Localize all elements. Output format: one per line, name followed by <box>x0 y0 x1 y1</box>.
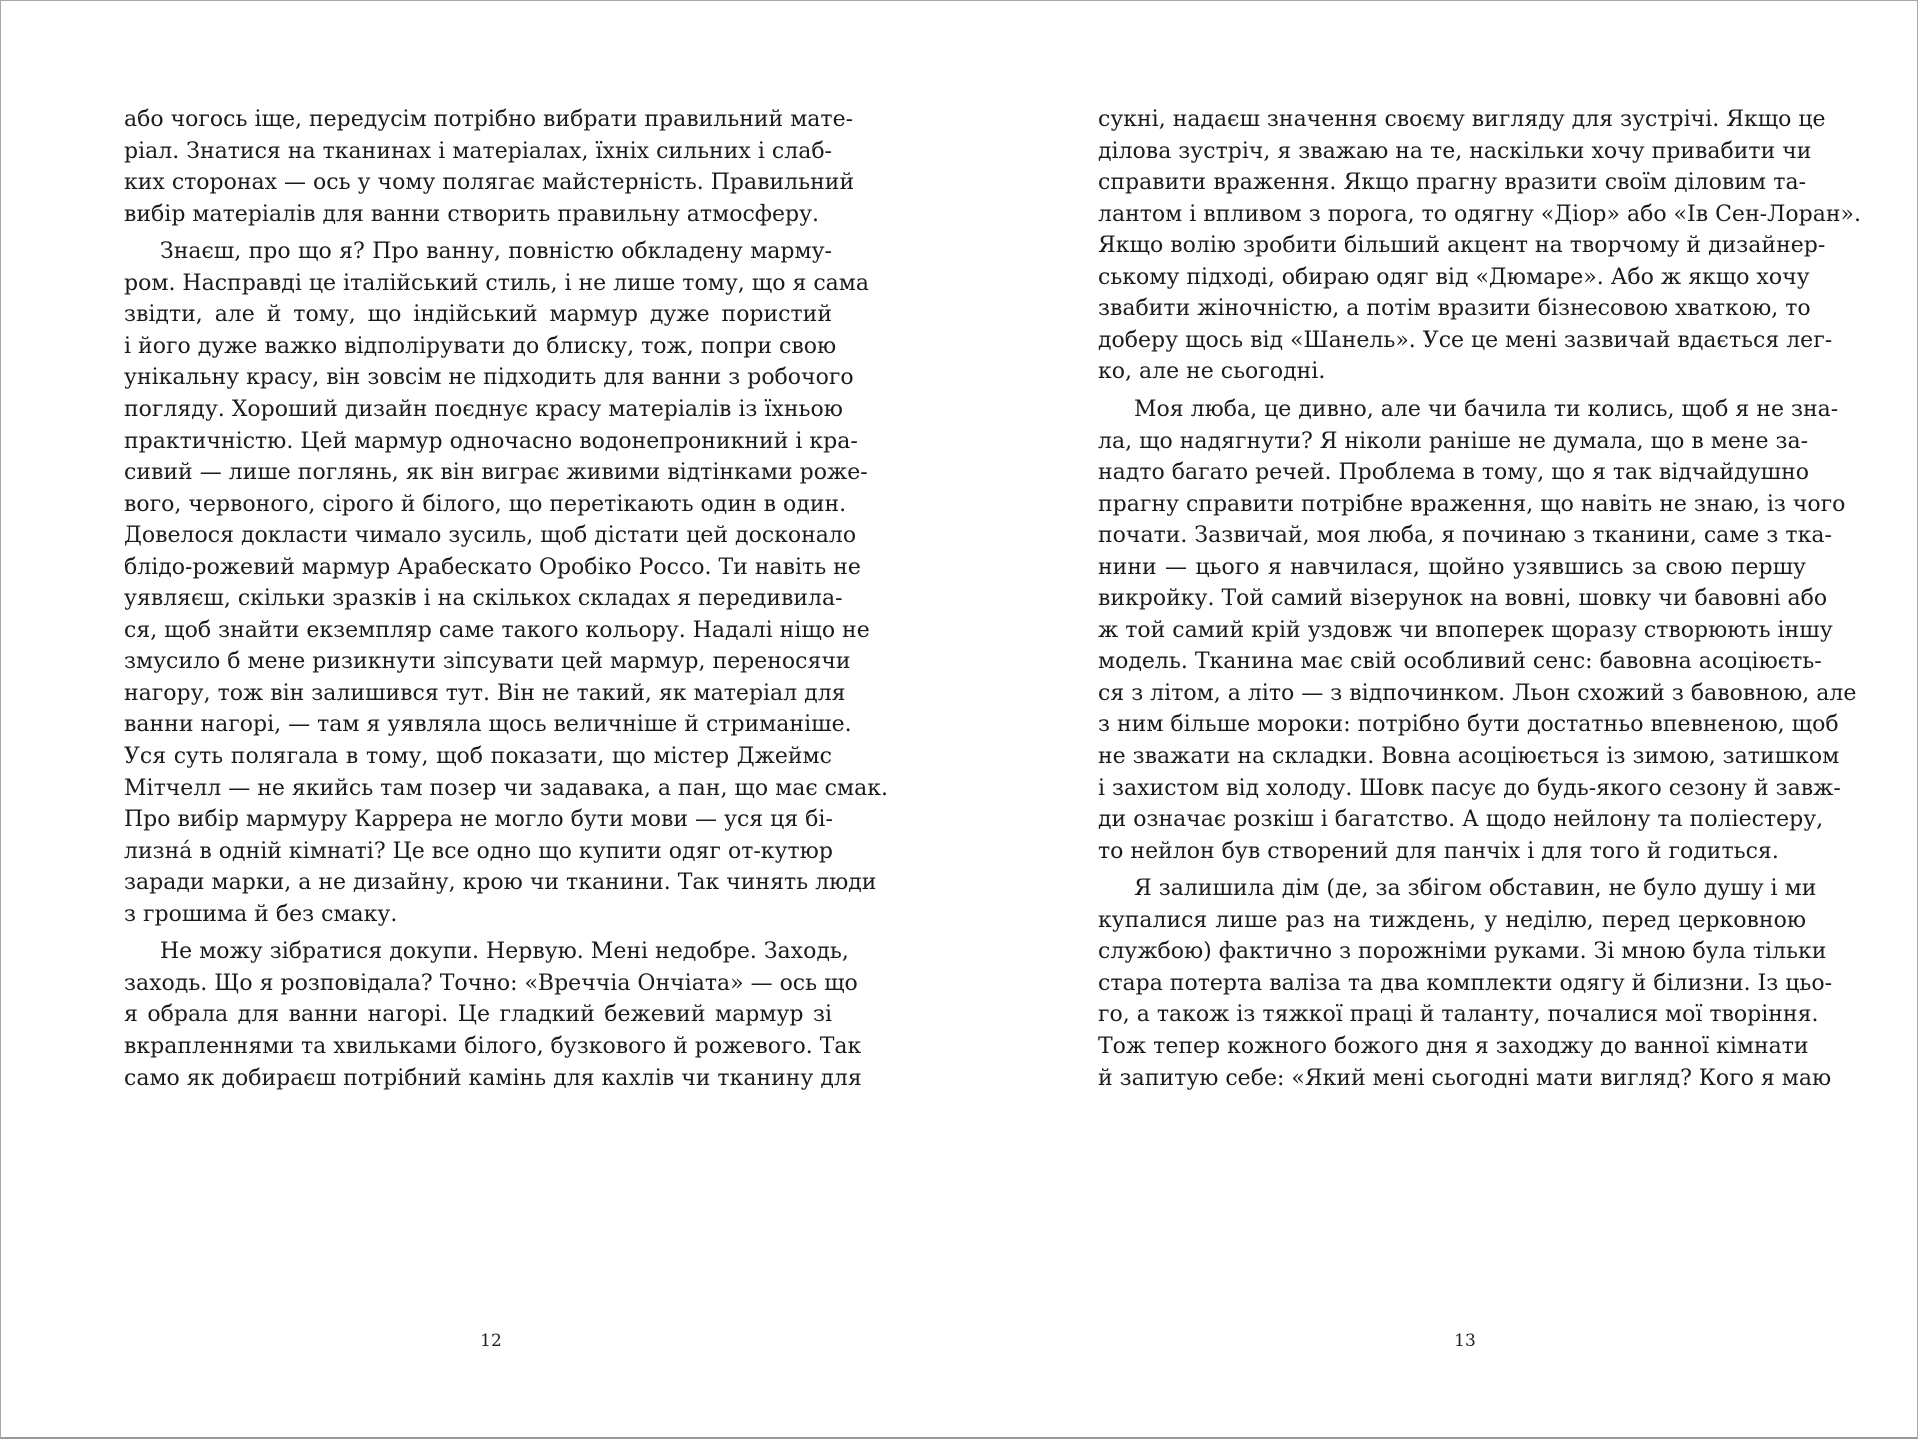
text-line: само як добираєш потрібний камінь для кахлів чи тканину для <box>124 1065 862 1091</box>
text-line: Мітчелл — не якийсь там позер чи задавака, а пан, що має смак. <box>124 775 888 801</box>
text-line: ром. Насправді це італійський стиль, і не лише тому, що я сама <box>124 270 869 296</box>
text-line: заходь. Що я розповідала? Точно: «Вреччіа Ончіата» — ось що <box>124 970 858 996</box>
text-line: Якщо волію зробити більший акцент на творчому й дизайнер- <box>1098 233 1826 259</box>
text-line: й запитую себе: «Який мені сьогодні мати вигляд? Кого я маю <box>1098 1065 1832 1091</box>
text-line: Уся суть полягала в тому, щоб показати, що містер Джеймс <box>124 744 832 769</box>
text-line: ділова зустріч, я зважаю на те, наскільки хочу привабити чи <box>1098 138 1812 164</box>
text-line: стара потерта валіза та два комплекти одягу й білизни. Із цьо- <box>1098 970 1833 996</box>
text-line: унікальну красу, він зовсім не підходить для ванни з робочого <box>124 365 854 391</box>
text-line: Я залишила дім (де, за збігом обставин, не було душу і ми <box>1134 876 1817 902</box>
text-line: ся з літом, а літо — з відпочинком. Льон схожий з бавовною, але <box>1098 680 1857 706</box>
text-line: з ним більше мороки: потрібно бути достатньо впевненою, щоб <box>1098 712 1839 738</box>
text-line: ся, щоб знайти екземпляр саме такого кольору. Надалі ніщо не <box>124 617 870 643</box>
text-line: доберу щось від «Шанель». Усе це мені зазвичай вдається лег- <box>1098 327 1833 353</box>
text-line: змусило б мене ризикнути зіпсувати цей мармур, переносячи <box>124 649 851 675</box>
text-line: і захистом від холоду. Шовк пасує до будь-якого сезону й завж- <box>1098 775 1841 801</box>
text-line: ванни нагорі, — там я уявляла щось величніше й стриманіше. <box>124 712 852 738</box>
text-line: вого, червоного, сірого й білого, що перетікають один в один. <box>124 491 847 517</box>
text-line: з грошима й без смаку. <box>124 901 398 927</box>
page-number-left: 12 <box>480 1331 502 1351</box>
text-line: блідо-рожевий мармур Арабескато Оробіко Россо. Ти навіть не <box>124 554 861 580</box>
text-line: Довелося докласти чимало зусиль, щоб дістати цей досконало <box>124 523 857 549</box>
text-line: лантом і впливом з порога, то одягну «Діор» або «Ів Сен-Лоран». <box>1098 201 1861 227</box>
text-line: надто багато речей. Проблема в тому, що я так відчайдушно <box>1098 460 1810 486</box>
text-line: або чогось іще, передусім потрібно вибрати правильний мате- <box>124 107 854 132</box>
text-line: сукні, надаєш значення своєму вигляду для зустрічі. Якщо це <box>1098 107 1826 132</box>
text-line: ких сторонах — ось у чому полягає майстерність. Правильний <box>124 170 855 196</box>
text-line: викройку. Той самий візерунок на вовні, шовку чи бавовні або <box>1098 586 1828 612</box>
text-line: вкрапленнями та хвильками білого, бузкового й рожевого. Так <box>124 1033 862 1059</box>
text-line: звідти, але й тому, що індійський мармур дуже пористий <box>124 302 832 328</box>
text-line: і його дуже важко відполірувати до блиску, тож, попри свою <box>124 333 837 359</box>
text-line: звабити жіночністю, а потім вразити бізнесовою хваткою, то <box>1098 296 1811 322</box>
text-line: уявляєш, скільки зразків і на скількох складах я передивила- <box>124 586 843 612</box>
text-line: Про вибір мармуру Каррера не могло бути мови — уся ця бі- <box>124 807 833 833</box>
text-line: Не можу зібратися докупи. Нервую. Мені недобре. Заходь, <box>160 939 849 965</box>
text-line: ди означає розкіш і багатство. А щодо нейлону та поліестеру, <box>1098 807 1824 833</box>
page-number-right: 13 <box>1454 1331 1476 1351</box>
text-line: ж той самий крій уздовж чи впоперек щоразу створюють іншу <box>1098 617 1833 643</box>
text-line: то нейлон був створений для панчіх і для того й годиться. <box>1098 838 1779 864</box>
text-line: службою) фактично з порожніми руками. Зі мною була тільки <box>1098 939 1827 965</box>
text-line: сивий — лише поглянь, як він виграє живими відтінками роже- <box>124 460 868 486</box>
text-line: ріал. Знатися на тканинах і матеріалах, їхніх сильних і слаб- <box>124 138 832 164</box>
text-line: го, а також із тяжкої праці й таланту, почалися мої творіння. <box>1098 1002 1819 1028</box>
text-line: ко, але не сьогодні. <box>1098 359 1326 385</box>
text-line: Знаєш, про що я? Про ванну, повністю обкладену марму- <box>160 239 832 265</box>
text-line: нини — цього я навчилася, щойно узявшись за свою першу <box>1098 554 1806 580</box>
text-line: Тож тепер кожного божого дня я заходжу до ванної кімнати <box>1098 1033 1809 1059</box>
text-line: погляду. Хороший дизайн поєднує красу матеріалів із їхньою <box>124 396 843 422</box>
text-line: почати. Зазвичай, моя люба, я починаю з тканини, саме з тка- <box>1098 523 1832 549</box>
text-line: заради марки, а не дизайну, крою чи тканини. Так чинять люди <box>124 870 877 896</box>
text-line: я обрала для ванни нагорі. Це гладкий бежевий мармур зі <box>124 1002 832 1028</box>
text-line: прагну справити потрібне враження, що навіть не знаю, із чого <box>1098 491 1846 517</box>
text-line: ла, що надягнути? Я ніколи раніше не думала, що в мене за- <box>1098 428 1809 454</box>
text-line: лизна́ в одній кімнаті? Це все одно що купити одяг от-кутюр <box>124 838 833 864</box>
text-line: нагору, тож він залишився тут. Він не такий, як матеріал для <box>124 680 846 706</box>
text-line: ському підході, обираю одяг від «Дюмаре». Або ж якщо хочу <box>1098 264 1810 290</box>
text-line: справити враження. Якщо прагну вразити своїм діловим та- <box>1098 170 1806 196</box>
text-line: вибір матеріалів для ванни створить правильну атмосферу. <box>124 201 820 227</box>
text-line: не зважати на складки. Вовна асоціюється із зимою, затишком <box>1098 744 1840 769</box>
text-line: купалися лише раз на тиждень, у неділю, перед церковною <box>1098 907 1806 933</box>
text-line: Моя люба, це дивно, але чи бачила ти колись, щоб я не зна- <box>1134 396 1839 422</box>
text-line: практичністю. Цей мармур одночасно водонепроникний і кра- <box>124 428 858 454</box>
text-line: модель. Тканина має свій особливий сенс: бавовна асоціюєть- <box>1098 649 1822 675</box>
